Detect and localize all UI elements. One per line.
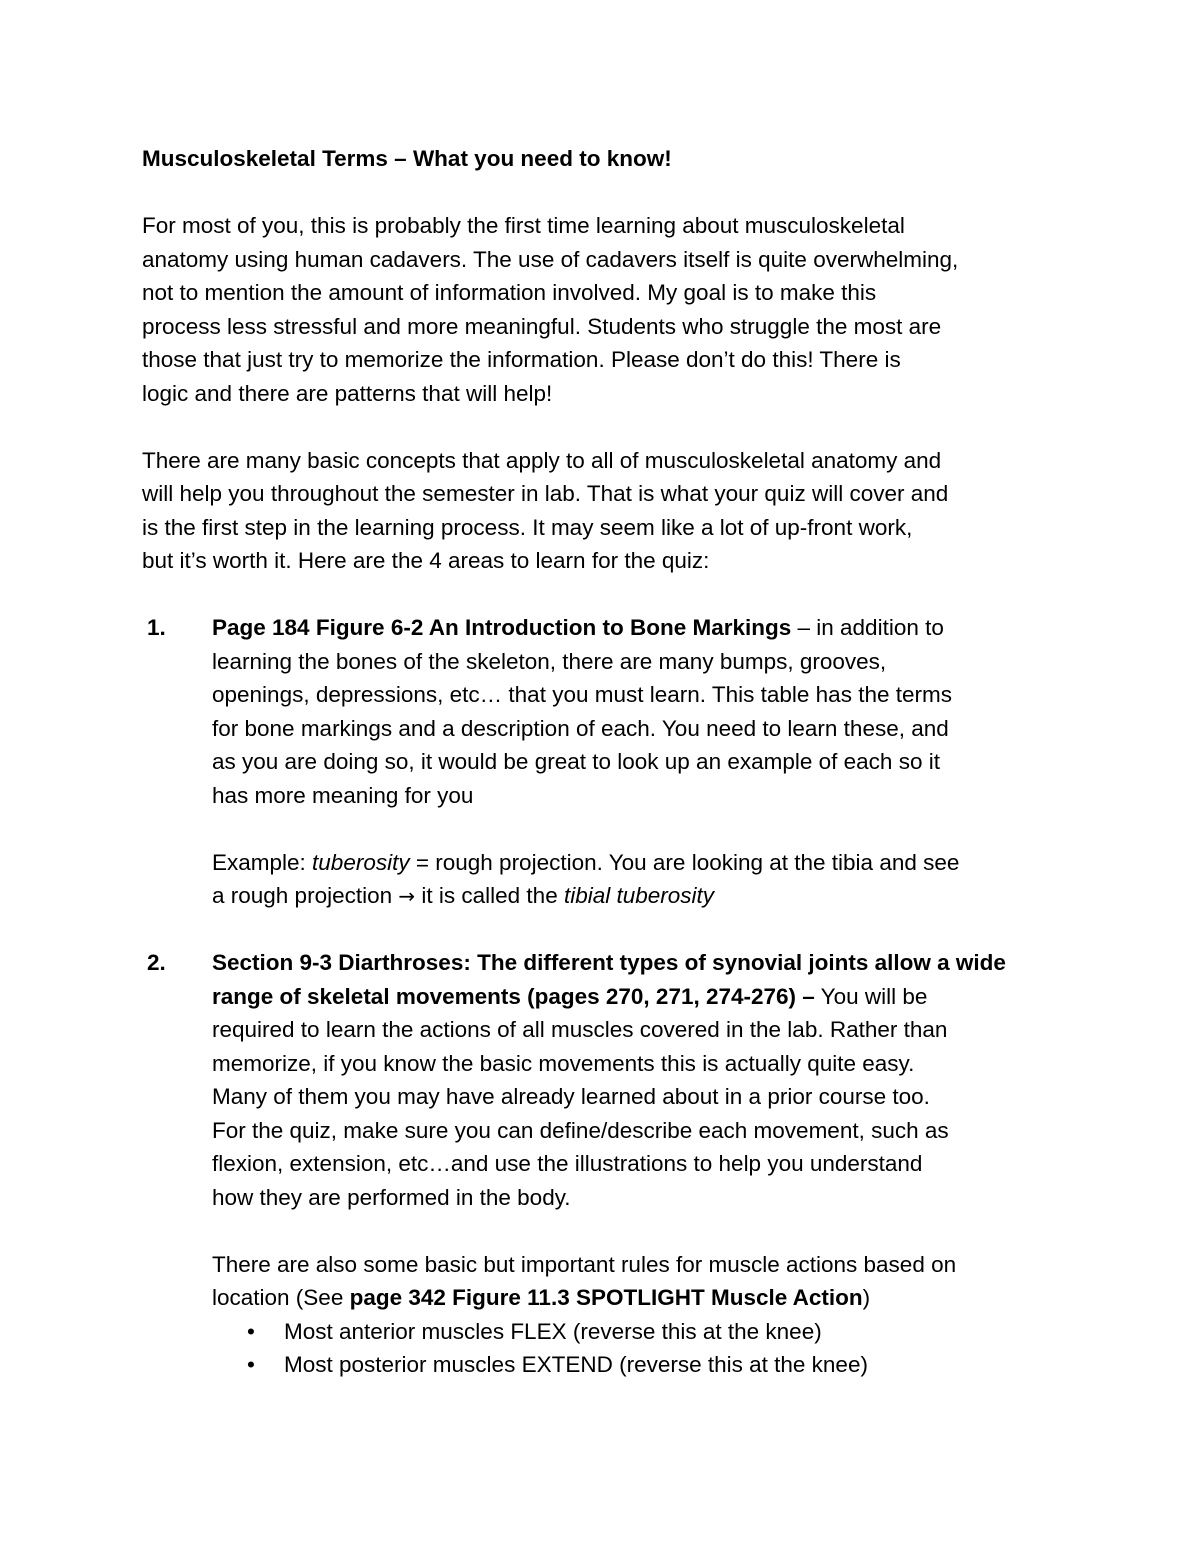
spacer xyxy=(142,176,1072,210)
item2-line: Many of them you may have already learned about in a prior course too. xyxy=(212,1084,930,1109)
example-line2-start: a rough projection xyxy=(212,883,399,908)
concepts-line: There are many basic concepts that apply to all of musculoskeletal anatomy and xyxy=(142,447,942,473)
rules-line2-bold: page 342 Figure 11.3 SPOTLIGHT Muscle Action xyxy=(349,1285,863,1310)
intro-line: not to mention the amount of information involved. My goal is to make this xyxy=(142,280,877,305)
concepts-paragraph xyxy=(142,444,1072,578)
list-item-bone-markings xyxy=(142,611,1072,913)
concepts-line: but it’s worth it. Here are the 4 areas to learn for the quiz: xyxy=(142,548,710,573)
item2-line: required to learn the actions of all muscles covered in the lab. Rather than xyxy=(212,1017,948,1042)
spacer xyxy=(142,578,1072,612)
intro-line: those that just try to memorize the information. Please don’t do this! There is xyxy=(142,347,901,372)
example-line-2 xyxy=(212,879,1072,913)
document-body xyxy=(142,142,1072,1382)
bullet-text: Most posterior muscles EXTEND (reverse this at the knee) xyxy=(284,1352,868,1377)
example-line2-term: tibial tuberosity xyxy=(563,883,715,908)
intro-line: process less stressful and more meaningful. Students who struggle the most are xyxy=(142,313,942,339)
item1-heading-rest: – in addition to xyxy=(791,615,944,640)
intro-line: For most of you, this is probably the first time learning about musculoskeletal xyxy=(142,213,905,238)
example-line2-mid: it is called the xyxy=(415,883,564,908)
bullet-text: Most anterior muscles FLEX (reverse this at the knee) xyxy=(284,1318,822,1344)
item1-line: for bone markings and a description of each. You need to learn these, and xyxy=(212,715,949,741)
item2-heading-line1: Section 9-3 Diarthroses: The different types of synovial joints allow a wide xyxy=(212,950,1006,975)
spacer xyxy=(212,1214,1072,1248)
item1-line: openings, depressions, etc… that you must learn. This table has the terms xyxy=(212,682,952,707)
item2-line: flexion, extension, etc…and use the illustrations to help you understand xyxy=(212,1151,923,1176)
example-term: tuberosity xyxy=(312,849,410,875)
rules-line-1: There are also some basic but important rules for muscle actions based on xyxy=(212,1251,957,1277)
item2-line: For the quiz, make sure you can define/describe each movement, such as xyxy=(212,1117,949,1143)
rules-line-2 xyxy=(212,1281,1072,1315)
example-prefix: Example: xyxy=(212,849,313,875)
item1-heading: Page 184 Figure 6-2 An Introduction to Bone Markings xyxy=(212,615,792,640)
muscle-rules-list xyxy=(142,1315,1072,1382)
item2-heading-bold: range of skeletal movements (pages 270, 271, 274-276) – xyxy=(212,983,815,1009)
item1-line: as you are doing so, it would be great to look up an example of each so it xyxy=(212,749,940,774)
right-arrow-icon: → xyxy=(398,884,416,908)
item1-heading-line xyxy=(212,611,1072,645)
list-number: 1. xyxy=(147,615,166,640)
rules-line2-end: ) xyxy=(862,1285,871,1310)
item2-heading-line2 xyxy=(212,980,1072,1014)
intro-line: logic and there are patterns that will help! xyxy=(142,380,553,406)
bullet-icon: • xyxy=(247,1318,255,1344)
item2-line: memorize, if you know the basic movements this is actually quite easy. xyxy=(212,1050,915,1076)
item2-heading-rest: You will be xyxy=(814,983,928,1009)
item2-line: how they are performed in the body. xyxy=(212,1184,571,1210)
bullet-item xyxy=(142,1315,1072,1349)
concepts-line: is the first step in the learning process. It may seem like a lot of up-front work, xyxy=(142,514,913,540)
bullet-icon: • xyxy=(247,1352,255,1377)
spacer xyxy=(142,913,1072,947)
spacer xyxy=(212,812,1072,846)
item1-line: has more meaning for you xyxy=(212,782,474,808)
rules-line2-start: location (See xyxy=(212,1285,350,1310)
document-title: Musculoskeletal Terms – What you need to know! xyxy=(142,146,672,171)
intro-line: anatomy using human cadavers. The use of cadavers itself is quite overwhelming, xyxy=(142,246,959,272)
example-rest: = rough projection. You are looking at the tibia and see xyxy=(409,849,960,875)
item1-line: learning the bones of the skeleton, there are many bumps, grooves, xyxy=(212,648,887,674)
list-number: 2. xyxy=(147,950,166,975)
intro-paragraph xyxy=(142,209,1072,410)
bullet-item xyxy=(142,1348,1072,1382)
example-line xyxy=(212,846,1072,880)
list-item-diarthroses xyxy=(142,946,1072,1315)
spacer xyxy=(142,410,1072,444)
concepts-line: will help you throughout the semester in lab. That is what your quiz will cover and xyxy=(142,481,949,506)
